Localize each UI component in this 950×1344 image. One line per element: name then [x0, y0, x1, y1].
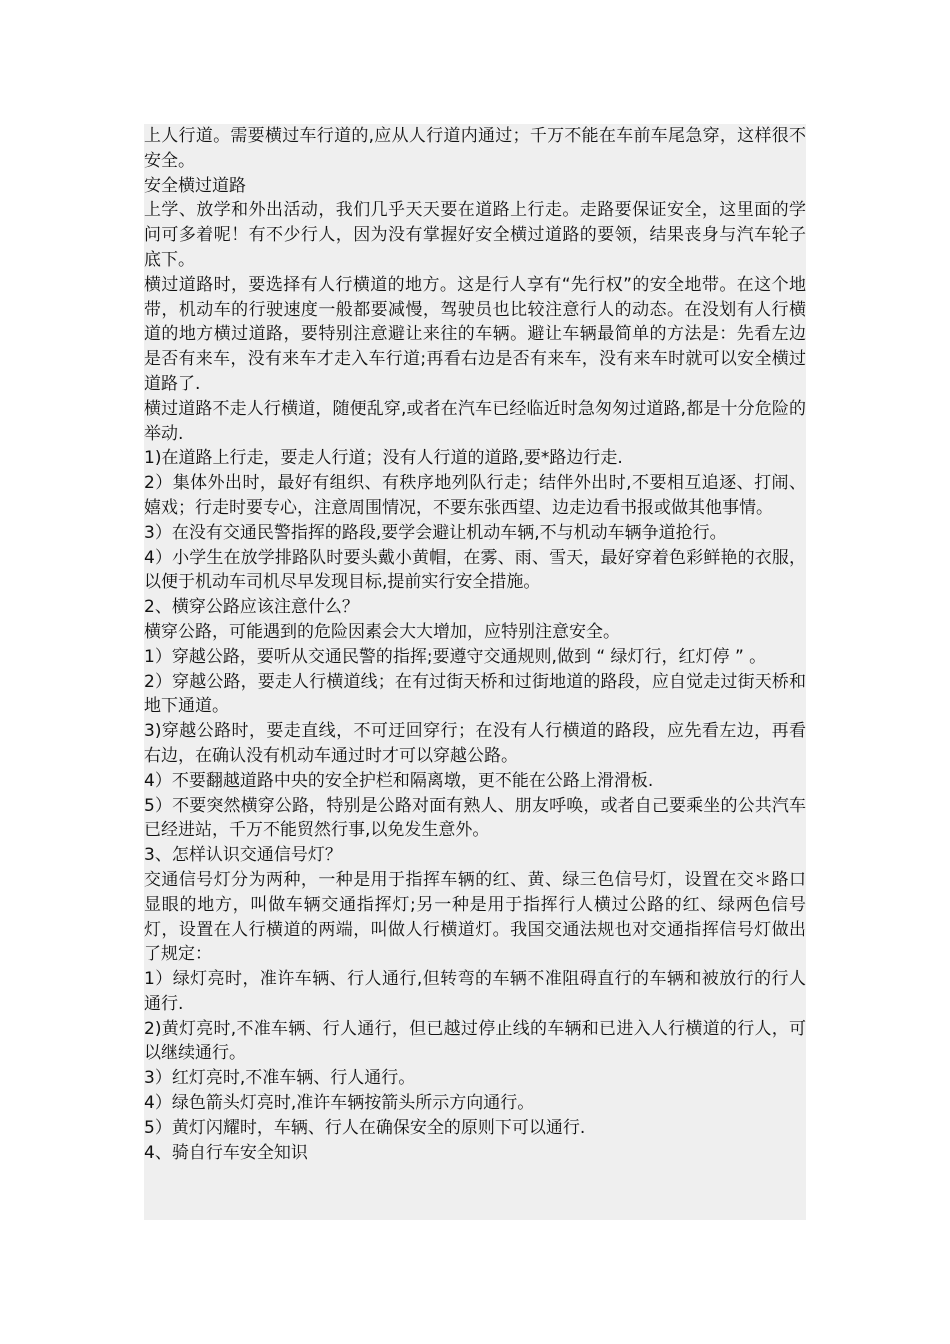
list-item: 4）不要翻越道路中央的安全护栏和隔离墩，更不能在公路上滑滑板. [144, 770, 654, 791]
list-item: 2）集体外出时，最好有组织、有秩序地列队行走；结伴外出时,不要相互追逐、打闹、嬉戏；行走时要专心，注意周围情况，不要东张西望、边走边看书报或做其他事情。 [144, 473, 806, 518]
paragraph: 横过道路时，要选择有人行横道的地方。这是行人享有“先行权”的安全地带。在这个地带，机动车的行驶速度一般都要减慢，驾驶员也比较注意行人的动态。在没划有人行横道的地方横过道路，要特别注意避让来往的车辆。避让车辆最简单的方法是：先看左边是否有来车，没有来车才走入车行道;再看右边是否有来车，没有来车时就可以安全横过道路了. [144, 274, 806, 394]
list-item: 3)穿越公路时，要走直线，不可迂回穿行；在没有人行横道的路段，应先看左边，再看右边，在确认没有机动车通过时才可以穿越公路。 [144, 721, 806, 766]
list-item: 1）绿灯亮时，准许车辆、行人通行,但转弯的车辆不准阻碍直行的车辆和被放行的行人通行. [144, 969, 806, 1014]
list-item: 4）绿色箭头灯亮时,准许车辆按箭头所示方向通行。 [144, 1093, 535, 1114]
section-heading: 安全横过道路 [144, 175, 246, 196]
list-item: 5）黄灯闪耀时，车辆、行人在确保安全的原则下可以通行. [144, 1117, 586, 1138]
document-body [144, 124, 806, 1220]
section-heading: 4、骑自行车安全知识 [144, 1142, 308, 1163]
paragraph: 上人行道。需要横过车行道的,应从人行道内通过；千万不能在车前车尾急穿，这样很不安全。 [144, 126, 806, 171]
paragraph: 横过道路不走人行横道，随便乱穿,或者在汽车已经临近时急匆匆过道路,都是十分危险的举动. [144, 398, 806, 444]
section-heading: 2、横穿公路应该注意什么？ [144, 597, 359, 618]
list-item: 5）不要突然横穿公路，特别是公路对面有熟人、朋友呼唤，或者自己要乘坐的公共汽车已经进站，千万不能贸然行事,以免发生意外。 [144, 795, 806, 841]
list-item: 4）小学生在放学排路队时要头戴小黄帽，在雾、雨、雪天，最好穿着色彩鲜艳的衣服，以便于机动车司机尽早发现目标,提前实行安全措施。 [144, 547, 806, 593]
paragraph: 交通信号灯分为两种，一种是用于指挥车辆的红、黄、绿三色信号灯，设置在交＊路口显眼的地方，叫做车辆交通指挥灯;另一种是用于指挥行人横过公路的红、绿两色信号灯，设置在人行横道的两端，叫做人行横道灯。我国交通法规也对交通指挥信号灯做出了规定： [144, 869, 806, 965]
section-heading: 3、怎样认识交通信号灯？ [144, 845, 342, 866]
list-item: 3）在没有交通民警指挥的路段,要学会避让机动车辆,不与机动车辆争道抢行。 [144, 522, 727, 543]
list-item: 3）红灯亮时,不准车辆、行人通行。 [144, 1068, 416, 1089]
list-item: 2）穿越公路，要走人行横道线；在有过街天桥和过街地道的路段，应自觉走过街天桥和地下通道。 [144, 671, 806, 717]
list-item: 2)黄灯亮时,不准车辆、行人通行，但已越过停止线的车辆和已进入人行横道的行人，可以继续通行。 [144, 1018, 806, 1064]
paragraph: 上学、放学和外出活动，我们几乎天天要在道路上行走。走路要保证安全，这里面的学问可多着呢！有不少行人，因为没有掌握好安全横过道路的要领，结果丧身与汽车轮子底下。 [144, 200, 806, 270]
paragraph: 横穿公路，可能遇到的危险因素会大大增加，应特别注意安全。 [144, 621, 620, 642]
list-item: 1）穿越公路，要听从交通民警的指挥;要遵守交通规则,做到 “ 绿灯行，红灯停 ” 。 [144, 646, 767, 667]
list-item: 1)在道路上行走，要走人行道；没有人行道的道路,要*路边行走. [144, 448, 623, 469]
